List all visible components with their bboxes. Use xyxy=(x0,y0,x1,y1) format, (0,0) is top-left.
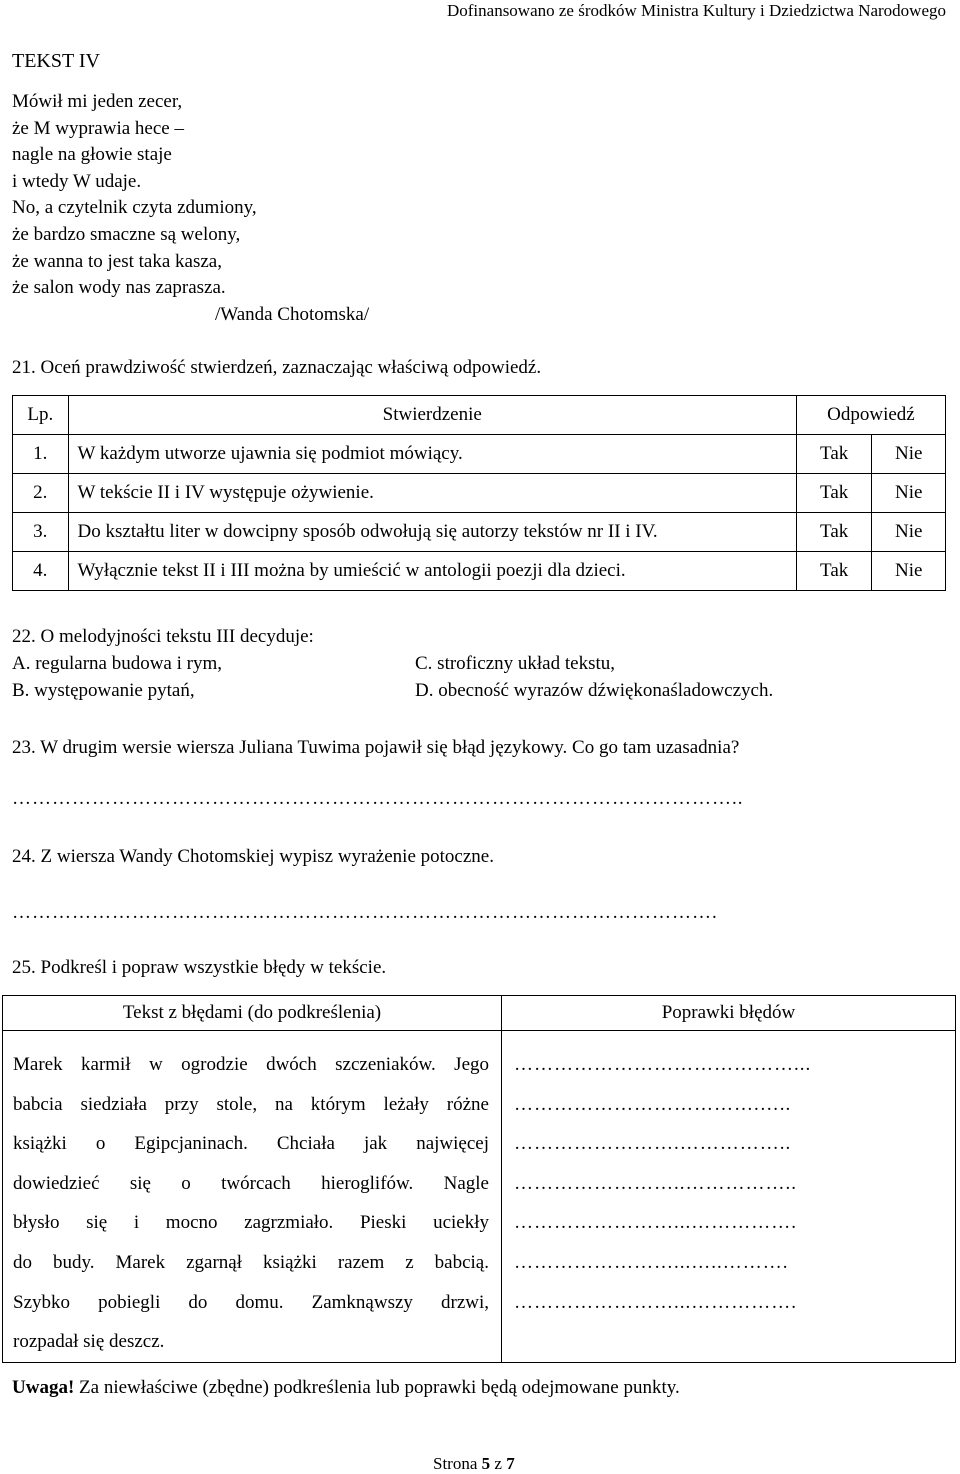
page-header: Dofinansowano ze środków Ministra Kultury i Dziedzictwa Narodowego xyxy=(446,1,946,20)
row-statement: Wyłącznie tekst II i III można by umieścić w antologii poezji dla dzieci. xyxy=(68,552,796,591)
answer-no[interactable]: Nie xyxy=(872,474,946,513)
table-row xyxy=(13,552,946,591)
answer-no[interactable]: Nie xyxy=(872,513,946,552)
row-statement: W każdym utworze ujawnia się podmiot mówiący. xyxy=(68,435,796,474)
poem-line: że bardzo smaczne są welony, xyxy=(12,223,241,245)
error-text-line[interactable]: do budy. Marek zgarnął książki razem z babcią. xyxy=(13,1251,489,1273)
statements-table xyxy=(12,395,946,591)
poem-title: TEKST IV xyxy=(12,50,100,72)
warning-text: Za niewłaściwe (zbędne) podkreślenia lub poprawki będą odejmowane punkty. xyxy=(74,1377,680,1398)
answer-no[interactable]: Nie xyxy=(872,552,946,591)
question-23: 23. W drugim wersie wiersza Juliana Tuwima pojawił się błąd językowy. Co go tam uzasadnia? xyxy=(12,737,740,758)
poem-line: że salon wody nas zaprasza. xyxy=(12,277,226,299)
poem-line: nagle na głowie staje xyxy=(12,144,172,166)
page-footer xyxy=(433,1454,515,1474)
poem-line: Mówił mi jeden zecer, xyxy=(12,91,183,112)
footer-page-total: 7 xyxy=(506,1454,515,1473)
option-a[interactable]: A. regularna budowa i rym, xyxy=(12,653,222,674)
row-statement: W tekście II i IV występuje ożywienie. xyxy=(68,474,796,513)
errors-table xyxy=(2,995,956,1363)
error-text-line[interactable]: Marek karmił w ogrodzie dwóch szczeniaków. Jego xyxy=(13,1054,489,1075)
answer-yes[interactable]: Tak xyxy=(796,474,872,513)
row-statement: Do kształtu liter w dowcipny sposób odwołują się autorzy tekstów nr II i IV. xyxy=(68,513,796,552)
question-22: 22. O melodyjności tekstu III decyduje: xyxy=(12,626,314,647)
table-row xyxy=(13,513,946,552)
warning-label: Uwaga! xyxy=(12,1377,75,1398)
row-number: 1. xyxy=(13,435,69,474)
answer-line-23[interactable]: ……………………………………………………………………………………………….. xyxy=(12,788,744,809)
answer-yes[interactable]: Tak xyxy=(796,552,872,591)
footer-page-number: 5 xyxy=(481,1454,491,1473)
table-row xyxy=(13,435,946,474)
statements-header-row xyxy=(13,396,946,435)
footer-prefix: Strona xyxy=(433,1454,482,1473)
text-with-errors xyxy=(3,1031,499,1362)
correction-line[interactable]: ……………………...……………. xyxy=(514,1212,797,1234)
answer-yes[interactable]: Tak xyxy=(796,435,872,474)
errors-body-row xyxy=(3,1031,956,1363)
warning-note xyxy=(12,1377,680,1399)
header-text-with-errors: Tekst z błędami (do podkreślenia) xyxy=(3,996,502,1031)
error-text-line[interactable]: babcia siedziała przy stole, na którym leżały różne xyxy=(13,1093,489,1115)
option-d[interactable]: D. obecność wyrazów dźwiękonaśladowczych. xyxy=(415,680,774,701)
poem-line: No, a czytelnik czyta zdumiony, xyxy=(12,197,257,219)
errors-header-row xyxy=(3,996,956,1031)
footer-middle: z xyxy=(490,1454,507,1473)
answer-no[interactable]: Nie xyxy=(872,435,946,474)
corrections-cell[interactable] xyxy=(502,1031,956,1363)
text-with-errors-cell[interactable] xyxy=(3,1031,502,1363)
correction-line[interactable]: ……………………………………... xyxy=(514,1054,812,1075)
error-text-line[interactable]: rozpadał się deszcz. xyxy=(13,1331,165,1353)
header-statement: Stwierdzenie xyxy=(68,396,796,435)
correction-line[interactable]: ……………………...…..………. xyxy=(514,1251,789,1273)
answer-yes[interactable]: Tak xyxy=(796,513,872,552)
header-answer: Odpowiedź xyxy=(796,396,945,435)
row-number: 3. xyxy=(13,513,69,552)
poem-body xyxy=(12,89,369,328)
poem-author: /Wanda Chotomska/ xyxy=(215,303,370,325)
correction-line[interactable]: ……………………..…………….. xyxy=(514,1172,797,1194)
error-text-line[interactable]: Szybko pobiegli do domu. Zamknąwszy drzwi, xyxy=(13,1291,489,1313)
error-text-line[interactable]: błysło się i mocno zagrzmiało. Pieski uciekły xyxy=(13,1212,489,1234)
question-25: 25. Podkreśl i popraw wszystkie błędy w tekście. xyxy=(12,957,387,978)
answer-line-24[interactable]: ……………………………………………………………………………………………. xyxy=(12,902,718,923)
poem-line: że wanna to jest taka kasza, xyxy=(12,250,222,272)
poem-line: że M wyprawia hece – xyxy=(12,117,184,139)
corrections-list xyxy=(502,1031,955,1322)
row-number: 2. xyxy=(13,474,69,513)
option-b[interactable]: B. występowanie pytań, xyxy=(12,680,195,701)
row-number: 4. xyxy=(13,552,69,591)
question-21: 21. Oceń prawdziwość stwierdzeń, zaznaczając właściwą odpowiedź. xyxy=(12,357,542,378)
correction-line[interactable]: ……………………………….….. xyxy=(514,1093,792,1115)
option-c[interactable]: C. stroficzny układ tekstu, xyxy=(415,653,615,674)
header-lp: Lp. xyxy=(13,396,69,435)
table-row xyxy=(13,474,946,513)
question-24: 24. Z wiersza Wandy Chotomskiej wypisz wyrażenie potoczne. xyxy=(12,846,494,867)
error-text-line[interactable]: książki o Egipcjaninach. Chciała jak najwięcej xyxy=(13,1133,489,1155)
header-corrections: Poprawki błędów xyxy=(502,996,956,1031)
poem-line: i wtedy W udaje. xyxy=(12,170,142,192)
error-text-line[interactable]: dowiedzieć się o twórcach hieroglifów. Nagle xyxy=(13,1172,489,1194)
correction-line[interactable]: ……………………...……………. xyxy=(514,1291,797,1313)
correction-line[interactable]: …………………….…………….. xyxy=(514,1133,792,1155)
